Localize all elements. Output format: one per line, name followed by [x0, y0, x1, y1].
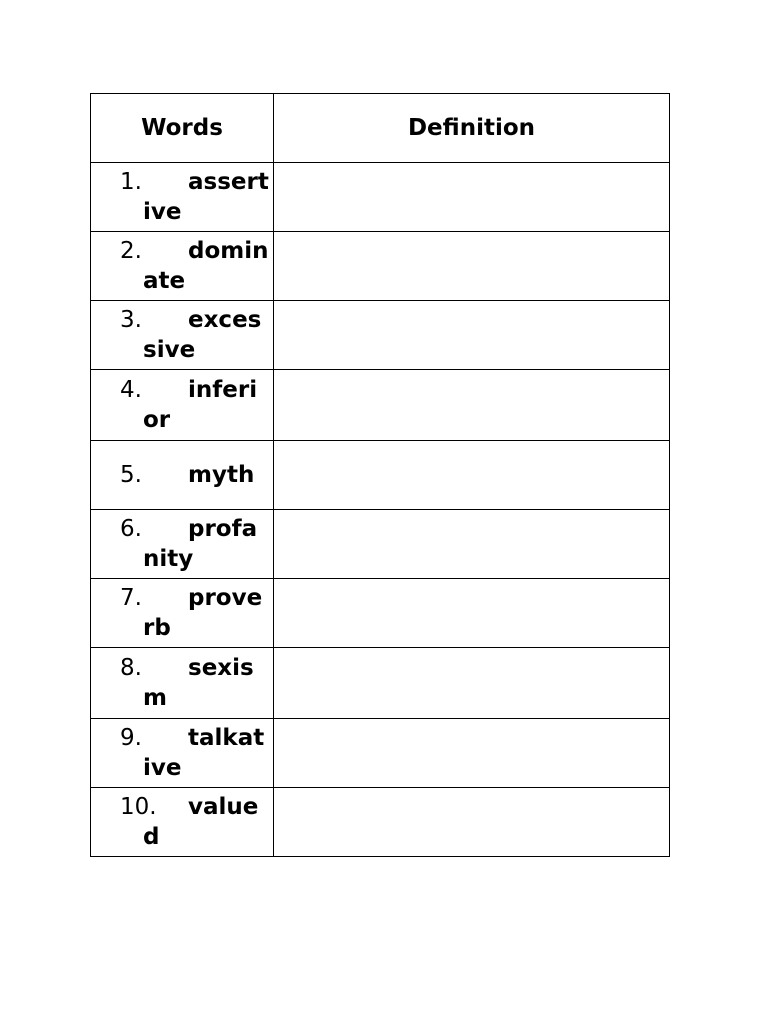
row-number: 8.	[120, 655, 142, 681]
row-number: 5.	[120, 462, 142, 488]
vocab-word: talkative	[143, 725, 265, 781]
definition-cell[interactable]	[274, 163, 670, 232]
word-cell	[91, 301, 274, 370]
definition-cell[interactable]	[274, 370, 670, 441]
row-number: 4.	[120, 377, 142, 403]
definition-cell[interactable]	[274, 788, 670, 857]
words-header: Words	[91, 94, 274, 163]
table-row	[91, 370, 670, 441]
word-cell	[91, 370, 274, 441]
table-row	[91, 441, 670, 510]
row-number: 7.	[120, 585, 142, 611]
word-cell	[91, 510, 274, 579]
vocab-word: inferior	[143, 377, 258, 433]
vocab-word: valued	[143, 794, 259, 850]
vocab-word: myth	[188, 462, 255, 488]
word-cell	[91, 788, 274, 857]
word-cell	[91, 163, 274, 232]
definition-cell[interactable]	[274, 301, 670, 370]
vocab-word: proverb	[143, 585, 263, 641]
table-row	[91, 510, 670, 579]
vocabulary-table	[90, 93, 670, 857]
row-number: 2.	[120, 238, 142, 264]
word-cell	[91, 579, 274, 648]
table-row	[91, 301, 670, 370]
definition-cell[interactable]	[274, 441, 670, 510]
definition-cell[interactable]	[274, 232, 670, 301]
row-number: 6.	[120, 516, 142, 542]
table-row	[91, 579, 670, 648]
definition-cell[interactable]	[274, 510, 670, 579]
word-cell	[91, 441, 274, 510]
definition-header: Definition	[274, 94, 670, 163]
table-row	[91, 719, 670, 788]
vocab-word: profanity	[143, 516, 258, 572]
table-row	[91, 163, 670, 232]
definition-cell[interactable]	[274, 648, 670, 719]
row-number: 9.	[120, 725, 142, 751]
word-cell	[91, 648, 274, 719]
word-cell	[91, 232, 274, 301]
definition-cell[interactable]	[274, 579, 670, 648]
table-row	[91, 788, 670, 857]
row-number: 3.	[120, 307, 142, 333]
vocab-word: dominate	[143, 238, 269, 294]
vocab-word: assertive	[143, 169, 269, 225]
row-number: 1.	[120, 169, 142, 195]
vocab-word: sexism	[143, 655, 254, 711]
table-row	[91, 232, 670, 301]
row-number: 10.	[120, 794, 157, 820]
definition-cell[interactable]	[274, 719, 670, 788]
word-cell	[91, 719, 274, 788]
vocab-word: excessive	[143, 307, 262, 363]
table-row	[91, 648, 670, 719]
header-row	[91, 94, 670, 163]
